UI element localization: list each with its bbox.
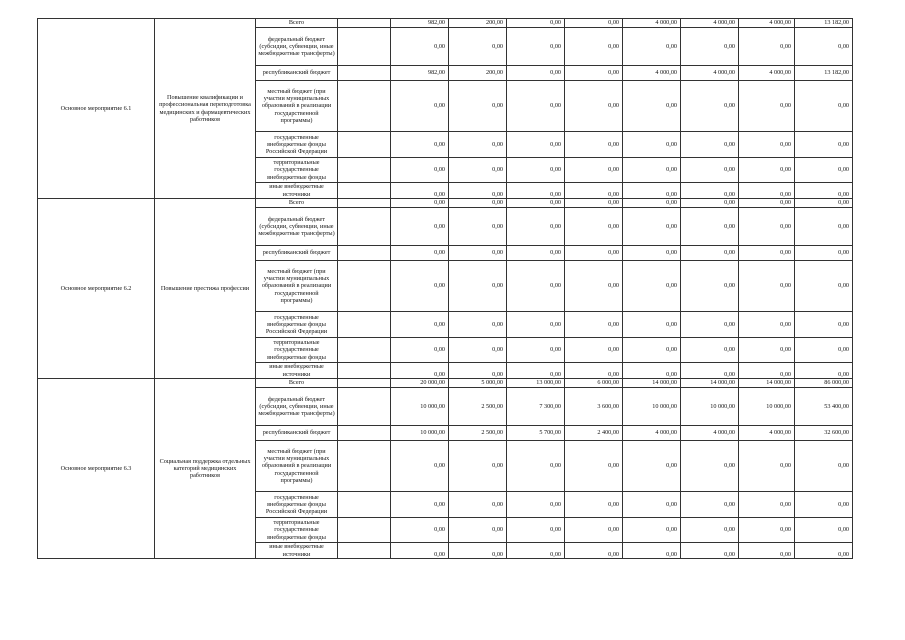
total-amount-cell: 0,00: [795, 28, 853, 66]
event-name-cell: Основное мероприятие 6.1: [38, 19, 155, 199]
empty-cell: [338, 183, 391, 199]
amount-cell: 0,00: [681, 246, 739, 261]
amount-cell: 0,00: [565, 28, 623, 66]
funding-source-cell: республиканский бюджет: [256, 66, 338, 81]
amount-cell: 4 000,00: [681, 66, 739, 81]
amount-cell: 0,00: [449, 492, 507, 518]
amount-cell: 0,00: [739, 261, 795, 312]
total-amount-cell: 13 182,00: [795, 66, 853, 81]
amount-cell: 2 500,00: [449, 426, 507, 441]
total-amount-cell: 0,00: [795, 158, 853, 183]
funding-source-cell: местный бюджет (при участии муниципальных образований в реализации государственной программы): [256, 261, 338, 312]
amount-cell: 0,00: [565, 441, 623, 492]
amount-cell: 0,00: [623, 81, 681, 132]
amount-cell: 0,00: [507, 543, 565, 559]
amount-cell: 0,00: [449, 199, 507, 208]
amount-cell: 0,00: [565, 518, 623, 543]
funding-source-cell: Всего: [256, 199, 338, 208]
empty-cell: [338, 312, 391, 338]
amount-cell: 0,00: [739, 338, 795, 363]
amount-cell: 0,00: [507, 246, 565, 261]
funding-source-cell: иные внебюджетные источники: [256, 543, 338, 559]
empty-cell: [338, 246, 391, 261]
amount-cell: 0,00: [739, 363, 795, 379]
amount-cell: 0,00: [391, 246, 449, 261]
amount-cell: 0,00: [391, 363, 449, 379]
amount-cell: 0,00: [507, 28, 565, 66]
amount-cell: 0,00: [739, 518, 795, 543]
amount-cell: 0,00: [565, 19, 623, 28]
amount-cell: 0,00: [739, 246, 795, 261]
amount-cell: 0,00: [449, 208, 507, 246]
empty-cell: [338, 66, 391, 81]
amount-cell: 14 000,00: [739, 379, 795, 388]
amount-cell: 200,00: [449, 19, 507, 28]
amount-cell: 4 000,00: [681, 19, 739, 28]
event-title-cell: Социальная поддержка отдельных категорий медицинских работников: [155, 379, 256, 559]
amount-cell: 4 000,00: [623, 426, 681, 441]
amount-cell: 13 000,00: [507, 379, 565, 388]
amount-cell: 4 000,00: [623, 19, 681, 28]
amount-cell: 0,00: [565, 158, 623, 183]
amount-cell: 0,00: [449, 543, 507, 559]
amount-cell: 0,00: [623, 312, 681, 338]
amount-cell: 0,00: [449, 261, 507, 312]
total-amount-cell: 32 600,00: [795, 426, 853, 441]
amount-cell: 0,00: [507, 363, 565, 379]
amount-cell: 3 600,00: [565, 388, 623, 426]
amount-cell: 0,00: [565, 81, 623, 132]
amount-cell: 0,00: [507, 338, 565, 363]
amount-cell: 10 000,00: [739, 388, 795, 426]
amount-cell: 982,00: [391, 66, 449, 81]
table-row-total: [38, 199, 853, 208]
empty-cell: [338, 208, 391, 246]
table-row-total: [38, 19, 853, 28]
amount-cell: 0,00: [623, 246, 681, 261]
total-amount-cell: 0,00: [795, 492, 853, 518]
funding-source-cell: территориальные государственные внебюджетные фонды: [256, 158, 338, 183]
amount-cell: 4 000,00: [623, 66, 681, 81]
funding-table: [37, 18, 853, 559]
total-amount-cell: 13 182,00: [795, 19, 853, 28]
total-amount-cell: 0,00: [795, 338, 853, 363]
amount-cell: 0,00: [565, 208, 623, 246]
amount-cell: 0,00: [391, 338, 449, 363]
amount-cell: 0,00: [623, 492, 681, 518]
amount-cell: 982,00: [391, 19, 449, 28]
amount-cell: 0,00: [565, 199, 623, 208]
amount-cell: 10 000,00: [681, 388, 739, 426]
amount-cell: 0,00: [507, 261, 565, 312]
amount-cell: 0,00: [681, 28, 739, 66]
total-amount-cell: 0,00: [795, 363, 853, 379]
amount-cell: 0,00: [681, 199, 739, 208]
amount-cell: 2 400,00: [565, 426, 623, 441]
amount-cell: 0,00: [507, 518, 565, 543]
amount-cell: 0,00: [623, 338, 681, 363]
total-amount-cell: 0,00: [795, 518, 853, 543]
amount-cell: 0,00: [449, 363, 507, 379]
amount-cell: 0,00: [623, 543, 681, 559]
total-amount-cell: 53 400,00: [795, 388, 853, 426]
amount-cell: 10 000,00: [391, 426, 449, 441]
amount-cell: 0,00: [391, 132, 449, 158]
amount-cell: 0,00: [507, 199, 565, 208]
amount-cell: 0,00: [623, 28, 681, 66]
amount-cell: 0,00: [507, 441, 565, 492]
empty-cell: [338, 19, 391, 28]
amount-cell: 0,00: [391, 518, 449, 543]
empty-cell: [338, 81, 391, 132]
funding-source-cell: государственные внебюджетные фонды Российской Федерации: [256, 132, 338, 158]
amount-cell: 0,00: [681, 441, 739, 492]
amount-cell: 0,00: [623, 199, 681, 208]
amount-cell: 0,00: [623, 261, 681, 312]
amount-cell: 0,00: [391, 28, 449, 66]
empty-cell: [338, 261, 391, 312]
total-amount-cell: 0,00: [795, 199, 853, 208]
table-row-total: [38, 379, 853, 388]
empty-cell: [338, 199, 391, 208]
amount-cell: 0,00: [681, 543, 739, 559]
amount-cell: 0,00: [739, 543, 795, 559]
total-amount-cell: 0,00: [795, 246, 853, 261]
amount-cell: 0,00: [449, 132, 507, 158]
amount-cell: 0,00: [739, 81, 795, 132]
event-name-cell: Основное мероприятие 6.3: [38, 379, 155, 559]
empty-cell: [338, 132, 391, 158]
amount-cell: 0,00: [681, 81, 739, 132]
amount-cell: 200,00: [449, 66, 507, 81]
amount-cell: 0,00: [623, 158, 681, 183]
amount-cell: 5 700,00: [507, 426, 565, 441]
amount-cell: 5 000,00: [449, 379, 507, 388]
amount-cell: 0,00: [565, 183, 623, 199]
funding-source-cell: иные внебюджетные источники: [256, 363, 338, 379]
amount-cell: 0,00: [623, 132, 681, 158]
amount-cell: 0,00: [739, 441, 795, 492]
amount-cell: 0,00: [623, 208, 681, 246]
empty-cell: [338, 388, 391, 426]
amount-cell: 0,00: [507, 208, 565, 246]
total-amount-cell: 0,00: [795, 183, 853, 199]
empty-cell: [338, 426, 391, 441]
amount-cell: 0,00: [507, 312, 565, 338]
funding-source-cell: республиканский бюджет: [256, 426, 338, 441]
empty-cell: [338, 441, 391, 492]
amount-cell: 0,00: [391, 183, 449, 199]
amount-cell: 0,00: [507, 66, 565, 81]
amount-cell: 0,00: [565, 246, 623, 261]
event-title-cell: Повышение квалификации и профессиональная переподготовка медицинских и фармацевтических работников: [155, 19, 256, 199]
empty-cell: [338, 338, 391, 363]
amount-cell: 10 000,00: [391, 388, 449, 426]
amount-cell: 0,00: [681, 492, 739, 518]
empty-cell: [338, 543, 391, 559]
funding-source-cell: государственные внебюджетные фонды Российской Федерации: [256, 312, 338, 338]
funding-source-cell: федеральный бюджет (субсидии, субвенции, иные межбюджетные трансферты): [256, 28, 338, 66]
amount-cell: 0,00: [681, 158, 739, 183]
amount-cell: 0,00: [449, 518, 507, 543]
funding-source-cell: государственные внебюджетные фонды Российской Федерации: [256, 492, 338, 518]
amount-cell: 14 000,00: [623, 379, 681, 388]
amount-cell: 0,00: [739, 208, 795, 246]
total-amount-cell: 0,00: [795, 81, 853, 132]
amount-cell: 0,00: [507, 492, 565, 518]
amount-cell: 0,00: [623, 183, 681, 199]
amount-cell: 0,00: [739, 183, 795, 199]
amount-cell: 0,00: [739, 492, 795, 518]
event-name-cell: Основное мероприятие 6.2: [38, 199, 155, 379]
funding-source-cell: местный бюджет (при участии муниципальных образований в реализации государственной программы): [256, 441, 338, 492]
amount-cell: 0,00: [507, 132, 565, 158]
amount-cell: 0,00: [739, 132, 795, 158]
funding-source-cell: федеральный бюджет (субсидии, субвенции, иные межбюджетные трансферты): [256, 208, 338, 246]
amount-cell: 0,00: [391, 543, 449, 559]
total-amount-cell: 0,00: [795, 441, 853, 492]
amount-cell: 0,00: [623, 441, 681, 492]
funding-source-cell: Всего: [256, 19, 338, 28]
amount-cell: 0,00: [449, 183, 507, 199]
amount-cell: 0,00: [739, 312, 795, 338]
amount-cell: 0,00: [681, 312, 739, 338]
amount-cell: 4 000,00: [739, 19, 795, 28]
event-title-cell: Повышение престижа профессии: [155, 199, 256, 379]
amount-cell: 0,00: [449, 312, 507, 338]
amount-cell: 0,00: [391, 492, 449, 518]
funding-source-cell: иные внебюджетные источники: [256, 183, 338, 199]
amount-cell: 0,00: [391, 441, 449, 492]
amount-cell: 0,00: [739, 199, 795, 208]
total-amount-cell: 86 000,00: [795, 379, 853, 388]
amount-cell: 7 300,00: [507, 388, 565, 426]
amount-cell: 20 000,00: [391, 379, 449, 388]
amount-cell: 0,00: [449, 246, 507, 261]
empty-cell: [338, 363, 391, 379]
amount-cell: 0,00: [681, 338, 739, 363]
amount-cell: 0,00: [507, 81, 565, 132]
empty-cell: [338, 158, 391, 183]
amount-cell: 0,00: [623, 518, 681, 543]
amount-cell: 0,00: [507, 183, 565, 199]
amount-cell: 10 000,00: [623, 388, 681, 426]
amount-cell: 0,00: [681, 261, 739, 312]
amount-cell: 0,00: [739, 28, 795, 66]
amount-cell: 0,00: [391, 261, 449, 312]
amount-cell: 0,00: [565, 338, 623, 363]
amount-cell: 0,00: [565, 543, 623, 559]
empty-cell: [338, 379, 391, 388]
empty-cell: [338, 492, 391, 518]
amount-cell: 0,00: [449, 158, 507, 183]
funding-source-cell: территориальные государственные внебюджетные фонды: [256, 338, 338, 363]
amount-cell: 4 000,00: [739, 66, 795, 81]
amount-cell: 0,00: [391, 199, 449, 208]
amount-cell: 0,00: [681, 132, 739, 158]
amount-cell: 0,00: [507, 158, 565, 183]
amount-cell: 0,00: [565, 261, 623, 312]
total-amount-cell: 0,00: [795, 543, 853, 559]
amount-cell: 0,00: [565, 132, 623, 158]
amount-cell: 0,00: [681, 208, 739, 246]
amount-cell: 0,00: [391, 312, 449, 338]
amount-cell: 4 000,00: [681, 426, 739, 441]
amount-cell: 0,00: [739, 158, 795, 183]
amount-cell: 0,00: [449, 28, 507, 66]
amount-cell: 0,00: [391, 208, 449, 246]
amount-cell: 0,00: [681, 518, 739, 543]
amount-cell: 0,00: [391, 81, 449, 132]
amount-cell: 0,00: [449, 338, 507, 363]
funding-source-cell: территориальные государственные внебюджетные фонды: [256, 518, 338, 543]
amount-cell: 0,00: [565, 363, 623, 379]
amount-cell: 0,00: [565, 492, 623, 518]
total-amount-cell: 0,00: [795, 312, 853, 338]
amount-cell: 0,00: [449, 81, 507, 132]
amount-cell: 0,00: [565, 312, 623, 338]
amount-cell: 0,00: [681, 183, 739, 199]
funding-source-cell: Всего: [256, 379, 338, 388]
funding-source-cell: федеральный бюджет (субсидии, субвенции, иные межбюджетные трансферты): [256, 388, 338, 426]
total-amount-cell: 0,00: [795, 132, 853, 158]
amount-cell: 0,00: [681, 363, 739, 379]
funding-source-cell: местный бюджет (при участии муниципальных образований в реализации государственной программы): [256, 81, 338, 132]
amount-cell: 0,00: [623, 363, 681, 379]
empty-cell: [338, 28, 391, 66]
amount-cell: 0,00: [449, 441, 507, 492]
amount-cell: 0,00: [391, 158, 449, 183]
amount-cell: 0,00: [565, 66, 623, 81]
amount-cell: 2 500,00: [449, 388, 507, 426]
empty-cell: [338, 518, 391, 543]
total-amount-cell: 0,00: [795, 208, 853, 246]
amount-cell: 0,00: [507, 19, 565, 28]
amount-cell: 14 000,00: [681, 379, 739, 388]
funding-source-cell: республиканский бюджет: [256, 246, 338, 261]
total-amount-cell: 0,00: [795, 261, 853, 312]
amount-cell: 4 000,00: [739, 426, 795, 441]
amount-cell: 6 000,00: [565, 379, 623, 388]
